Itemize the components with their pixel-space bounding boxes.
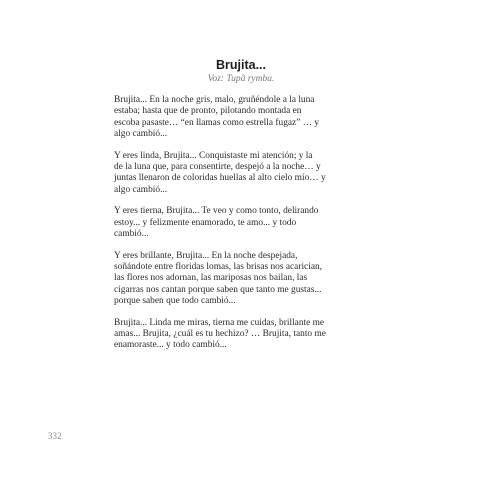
stanza xyxy=(114,206,346,240)
stanza xyxy=(114,95,346,140)
poem-line: cambió... xyxy=(114,228,149,239)
poem-line: cigarras nos cantan porque saben que tanto me gustas... xyxy=(114,284,322,295)
stanza xyxy=(114,151,346,196)
poem-line: enamoraste... y todo cambió... xyxy=(114,340,227,351)
page-number: 332 xyxy=(48,431,62,441)
poem-line: estaba; hasta que de pronto, pilotando montada en xyxy=(114,106,302,117)
poem-line: de la luna que, para consentirte, despejó a la noche… y xyxy=(114,161,321,172)
poem-line: juntas llenaron de coloridas huellas al alto cielo mío… y xyxy=(114,173,326,184)
poem-line: Y eres brillante, Brujita... En la noche despejada, xyxy=(114,250,298,261)
poem-body xyxy=(114,95,346,362)
poem-line: amas... Brujita, ¿cuál es tu hechizo? … Brujita, tanto me xyxy=(114,329,326,340)
poem-line: Brujita... Linda me miras, tierna me cuidas, brillante me xyxy=(114,317,325,328)
poem-title: Brujita... xyxy=(215,58,266,72)
stanza xyxy=(114,251,346,307)
poem-line: algo cambió... xyxy=(114,128,168,139)
poem-line: Y eres tierna, Brujita... Te veo y como tonto, delirando xyxy=(114,206,319,217)
poem-subtitle: Voz: Tupã rymba. xyxy=(207,74,275,84)
poem-header xyxy=(114,58,368,85)
poem-line: las flores nos adornan, las mariposas nos bailan, las xyxy=(114,273,308,284)
poem-line: estoy... y felizmente enamorado, te amo... y todo xyxy=(114,217,297,228)
poem-line: soñándote entre floridas lomas, las brisas nos acarician, xyxy=(114,262,323,273)
poem-line: escoba pasaste… “en llamas como estrella fugaz” … y xyxy=(114,117,320,128)
poem-line: Y eres linda, Brujita... Conquistaste mi atención; y la xyxy=(114,150,313,161)
poem-line: algo cambió... xyxy=(114,184,168,195)
poem-line: porque saben que todo cambió... xyxy=(114,295,236,306)
stanza xyxy=(114,318,346,352)
poem-line: Brujita... En la noche gris, malo, gruñéndole a la luna xyxy=(114,95,315,105)
